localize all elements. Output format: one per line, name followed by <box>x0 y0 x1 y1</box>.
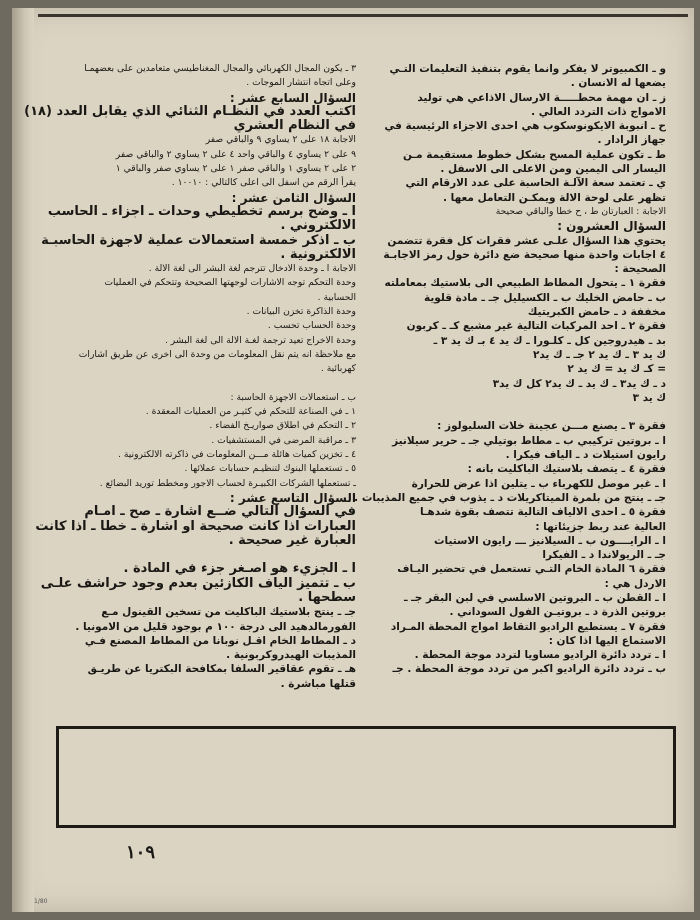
text-line: الصحيحة : <box>614 263 666 276</box>
text-line: ح ـ انبوبة الايكونوسكوب هي احدى الاجزاء الرئيسية في <box>384 120 666 133</box>
text-line: فقرة ٣ ـ يصنع مـــن عجينة خلات السليولوز : <box>437 420 666 433</box>
text-line <box>378 405 666 419</box>
text-line: جهاز الرادار . <box>597 134 666 147</box>
right-column-text <box>354 62 666 677</box>
page-number: ١٠٩ <box>126 842 156 863</box>
text-line: ٩ على ٢ يساوي ٤ والباقي واحد ٤ على ٢ يساوي ٢ والباقي صفر <box>115 148 356 160</box>
text-line: اليسار الى اليمين ومن الاعلى الى الاسفل . <box>440 163 666 176</box>
text-line: السؤال العشرون : <box>557 219 666 234</box>
text-line: ك يد ٣ <box>632 391 666 404</box>
text-line: ا ـ وضح برسم تخطيطي وحدات ـ اجزاء ـ الحاسب <box>47 203 356 219</box>
footer-mark: 1/80 <box>34 898 48 905</box>
text-line: العبارة غير صحيحة . <box>228 532 356 548</box>
top-rule <box>38 14 688 17</box>
text-line: وعلى اتجاه انتشار الموجات . <box>246 77 356 89</box>
text-line: الاردل هي : <box>604 577 666 590</box>
text-line: العبارات اذا كانت صحيحة او اشارة ـ خطا ـ اذا كانت <box>35 518 356 534</box>
text-line: ـ تستعملها الشركات الكبيـرة لحساب الاجور ومخطط توريد البضائع . <box>99 477 356 489</box>
text-line: السؤال التاسع عشر : <box>229 490 356 505</box>
text-line: رايون استيلات د ـ الياف فيكرا . <box>505 449 666 462</box>
text-line: الاجابة : العبارتان ط ، ح خطا والباقي صحيحة <box>495 205 666 217</box>
text-line <box>48 377 356 391</box>
text-line: د ـ ك يد٣ ـ ك يد ـ ك يد٢ كل ك يد٣ <box>492 377 666 390</box>
left-column-text <box>24 62 356 691</box>
text-line: فقرة ٢ ـ احد المركبات التالية غير مشبع كـ ـ كربون <box>406 320 666 333</box>
text-line: ا ـ غير موصل للكهرباء ب ـ يتلين اذا عرض للحرارة <box>411 477 666 490</box>
text-line: ٤ اجابات واحدة منها صحيحة ضع دائرة حول رمز الاجابـة <box>383 248 666 261</box>
page-spine-shadow <box>12 8 34 912</box>
text-line: د ـ المطاط الخام اقـل نوبانا من المطاط المصنع فـي <box>84 634 356 647</box>
text-line: المذيبات الهيدروكربونية . <box>226 649 356 662</box>
text-line: جـ ـ ينتج بلاستيك الباكليت من تسخين القينول مـع <box>101 606 356 619</box>
text-line: تظهر على لوحة الالة ويمكـن التعامل معها . <box>442 191 666 204</box>
text-line: = كـ ك يد = ك يد ٢ <box>567 363 666 376</box>
text-line: ب ـ استعمالات الاجهزة الحاسبة : <box>230 391 356 403</box>
text-line: مع ملاحظة انه يتم نقل المعلومات من وحدة الى اخرى عن طريق اشارات <box>78 348 356 360</box>
text-line: ب ـ تردد دائرة الراديو اكبر من تردد موجة المحطة . جـ <box>392 663 666 676</box>
text-line: ز ـ ان مهمة محطـــــة الارسال الاذاعي هي توليد <box>417 91 666 104</box>
text-line: يحتوي هذا السؤال علـى عشر فقرات كل فقرة تتضمن <box>387 234 666 247</box>
text-line: السؤال السابع عشر : <box>229 90 356 105</box>
text-line: فقرة ٦ المادة الخام التـي تستعمل في تحضير اليـاف <box>397 563 666 576</box>
text-line: ٣ ـ مراقبة المرضى في المستشفيات . <box>211 434 356 446</box>
text-line: الفورمالدهيد الى درجة ١٠٠ م بوجود قليل من الامونيا . <box>75 620 356 633</box>
text-line: العالية عند ربط جزيئاتها : <box>535 520 666 533</box>
text-line: فقرة ٥ ـ احدى الالياف التالية تتصف بقوة شدهـا <box>420 506 666 519</box>
text-line: جـ ـ ينتج من بلمرة الميتاكريلات د ـ يذوب في جميع المذيبات . <box>354 491 666 504</box>
text-line: ا ـ القطن ب ـ البروتين الاسلسي في لبن البقر جـ ـ <box>403 591 666 604</box>
text-line: ٣ ـ يكون المجال الكهربائي والمجال المغناطيسي متعامدين على بعضهمـا <box>84 63 356 74</box>
text-line: ٢ على ٢ يساوي ١ والباقي صفر ١ على ٢ يساوي صفر والباقي ١ <box>115 163 356 175</box>
text-line: الالكتروني . <box>280 218 356 234</box>
text-line: بد ـ هيدروجين كل ـ كلـورا ـ ك يد ٤ بـ ك يد ٣ ـ <box>433 334 666 347</box>
text-line: وحدة الحساب تحسب . <box>267 320 356 332</box>
text-line: وحدة الاخراج تعيد ترجمة لغـة الالة الى لغة البشر . <box>164 334 356 346</box>
text-line: فقرة ٤ ـ يتصف بلاستيك الباكليت بانه : <box>467 463 666 476</box>
text-line: ب ـ تتميز الياف الكازئين بعدم وجود حراشف علـى <box>40 575 356 591</box>
text-line: ط ـ تكون عملية المسح بشكل خطوط مستقيمة مـن <box>403 148 666 161</box>
text-line: يقرأ الرقم من اسفل الى اعلى كالتالي : ١٠٠١٠ . <box>171 177 356 189</box>
text-line: كهربائية . <box>320 363 356 375</box>
text-line: مخففة د ـ حامض الكبريتيك <box>527 306 666 319</box>
text-line: سطحها . <box>298 589 356 605</box>
text-line: في السؤال التالي ضــع اشارة ـ صح ـ امـام <box>84 504 356 520</box>
text-line: و ـ الكمبيوتر لا يفكر وانما يقوم بتنفيذ التعليمات التـي <box>389 63 666 75</box>
text-line: قتلها مباشرة . <box>280 677 356 690</box>
text-line: ب ـ حامض الخليك ب ـ الكسيليل جـ ـ مادة قلوية <box>423 291 666 304</box>
text-line: فقرة ١ ـ يتحول المطاط الطبيعي الى بلاستيك بمعاملته <box>384 277 666 290</box>
text-line: فقرة ٧ ـ يستطيع الراديو التقاط امواج المحطة المـراد <box>390 620 666 633</box>
text-line: الامواج ذات التردد العالي . <box>531 105 666 118</box>
text-line: ا ـ بروتين تركيبي ب ـ مطاط بوتيلي جـ ـ حرير سيلانيز <box>392 434 666 447</box>
text-line: الاجابة ١٨ على ٢ يساوي ٩ والباقي صفر <box>205 134 356 146</box>
text-line: ا ـ تردد دائرة الراديو مساويا لتردد موجة المحطة . <box>414 649 666 662</box>
text-line: ك يد ٣ ـ ك يد ٢ جـ ـ ك يد٢ <box>532 348 666 361</box>
text-line: في النظام العشري <box>233 118 356 134</box>
text-line: الحسابية . <box>317 291 356 303</box>
text-line: ي ـ تعتمد سعة الآلـة الحاسبة على عدد الارقام التي <box>405 177 666 190</box>
blank-answer-box <box>56 726 676 828</box>
text-line: الاستماع اليها اذا كان : <box>548 634 666 647</box>
text-line: يضعها له الانسان . <box>570 77 666 90</box>
text-line: هـ ـ تقوم عقاقير السلفا بمكافحة البكتريا عن طريـق <box>87 663 356 676</box>
text-line: ٥ ـ تستعملها البنوك لتنظيـم حسابات عملائها . <box>184 463 356 475</box>
text-line: ا ـ الرايــــون ب ـ السيلانيز ـــ رايون الاستيات <box>433 534 666 547</box>
text-line: ب ـ اذكر خمسة استعمالات عملية لاجهزة الحاسبـة <box>41 232 356 248</box>
text-line: جـ ـ الريولاندا د ـ الفيكرا <box>542 549 666 562</box>
text-line: اكتب العدد في النظـام الثنائي الذي يقابل العدد (١٨) <box>24 103 356 119</box>
text-line: وحدة التحكم توجه الاشارات لوجهتها الصحيحة وتتحكم في العمليات <box>104 277 356 289</box>
text-line: ٢ ـ التحكم في اطلاق صواريـخ الفضاء . <box>209 420 356 432</box>
text-line: ا ـ الجزيء هو اصـغر جزء في المادة . <box>123 561 356 577</box>
text-line: الالكترونية . <box>280 246 356 262</box>
text-line: ١ ـ في الصناعة للتحكم في كثيـر من العمليات المعقدة . <box>145 406 356 418</box>
text-line: وحدة الذاكرة تخزن البيانات . <box>246 306 356 318</box>
text-line: ٤ ـ تخزين كميات هائلة مـــن المعلومات في ذاكرته الالكترونية . <box>118 449 356 461</box>
text-line: بروتين الذرة د ـ بروتيـن الفول السوداني . <box>449 606 666 619</box>
text-line: السؤال الثامن عشر : <box>231 190 356 205</box>
text-line: الاجابة ا ـ وحدة الادخال تترجم لغة البشر الى لغة الالة . <box>148 263 356 275</box>
text-line <box>48 548 356 562</box>
